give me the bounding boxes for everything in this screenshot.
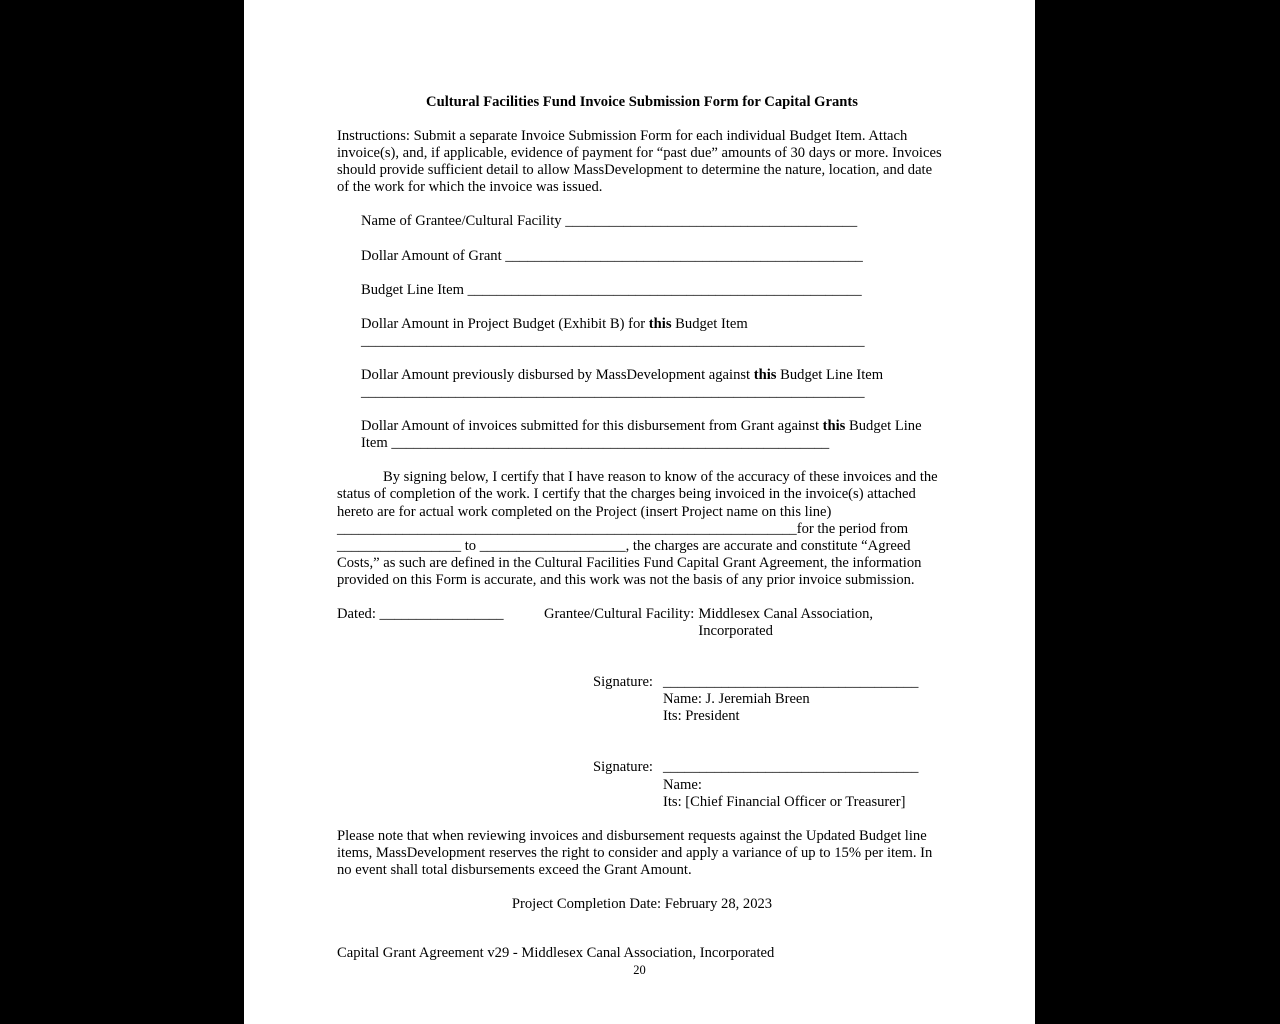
project-budget-line: _____________________________________________________________________ bbox=[361, 332, 865, 349]
signer-name: Name: bbox=[663, 776, 702, 793]
project-budget-text-end: Budget Item bbox=[671, 315, 748, 332]
document-page bbox=[244, 0, 1035, 1024]
page-footer: Capital Grant Agreement v29 - Middlesex Canal Association, Incorporated bbox=[337, 945, 775, 961]
previously-disbursed-line: _____________________________________________________________________ bbox=[361, 384, 865, 401]
budget-line-field: Budget Line Item ______________________________________________________ bbox=[361, 281, 862, 298]
dated-grantee-row bbox=[337, 606, 947, 640]
invoices-submitted-field bbox=[361, 418, 947, 452]
instructions: Instructions: Submit a separate Invoice Submission Form for each individual Budget Item. Attach invoice(s), and, if applicable, evidence of payment for “past due” amounts of 30 days or more. Invoices should provide sufficient detail to allow MassDevelopment to determine the nature, location, and date of the work for which the invoice was issued. bbox=[337, 128, 942, 196]
grantee-label: Grantee/Cultural Facility: bbox=[544, 605, 695, 622]
grantee-field: Name of Grantee/Cultural Facility ________________________________________ bbox=[361, 213, 858, 230]
certification-paragraph: By signing below, I certify that I have reason to know of the accuracy of these invoices and the status of completion of the work. I certify that the charges being invoiced in the invoice(s) attached hereto are for actual work completed on the Project (insert Project name on this line) _______________________________________________________________for the period from _________________ to ____________________, the charges are accurate and constitute “Agreed Costs,” as such are defined in the Cultural Facilities Fund Capital Grant Agreement, the information provided on this Form is accurate, and this work was not the basis of any prior invoice submission. bbox=[337, 469, 938, 588]
previously-disbursed-text-end: Budget Line Item bbox=[776, 366, 884, 383]
signer-name: Name: J. Jeremiah Breen bbox=[663, 691, 810, 708]
invoices-submitted-bold: this bbox=[822, 418, 846, 435]
previously-disbursed-bold: this bbox=[753, 366, 777, 383]
signer-title: Its: [Chief Financial Officer or Treasurer] bbox=[663, 793, 906, 810]
grantee-name: Middlesex Canal Association, Incorporated bbox=[698, 605, 874, 640]
signature-label: Signature: bbox=[593, 674, 653, 691]
form-content bbox=[337, 94, 947, 913]
project-budget-field bbox=[361, 316, 947, 350]
signature-block-2 bbox=[593, 759, 947, 810]
project-budget-bold: this bbox=[648, 315, 672, 332]
signature-line: ___________________________________ bbox=[663, 759, 919, 776]
project-budget-text: Dollar Amount in Project Budget (Exhibit B) for bbox=[361, 315, 649, 332]
signature-label: Signature: bbox=[593, 759, 653, 776]
previously-disbursed-field bbox=[361, 367, 947, 401]
dated-field: Dated: _________________ bbox=[337, 605, 504, 622]
page-number: 20 bbox=[633, 963, 646, 977]
signature-line: ___________________________________ bbox=[663, 674, 919, 691]
form-title: Cultural Facilities Fund Invoice Submission Form for Capital Grants bbox=[426, 94, 858, 110]
invoices-submitted-text: Dollar Amount of invoices submitted for this disbursement from Grant against bbox=[361, 418, 823, 435]
variance-note: Please note that when reviewing invoices and disbursement requests against the Updated Budget line items, MassDevelopment reserves the right to consider and apply a variance of up to 15% per item. In no event shall total disbursements exceed the Grant Amount. bbox=[337, 827, 933, 878]
signature-block-1 bbox=[593, 674, 947, 725]
previously-disbursed-text: Dollar Amount previously disbursed by MassDevelopment against bbox=[361, 366, 754, 383]
project-completion-date: Project Completion Date: February 28, 2023 bbox=[511, 896, 773, 912]
invoices-submitted-text-end: Budget Line Item ____________________________________________________________ bbox=[361, 418, 922, 452]
signer-title: Its: President bbox=[663, 708, 740, 725]
grant-amount-field: Dollar Amount of Grant _________________________________________________ bbox=[361, 247, 863, 264]
